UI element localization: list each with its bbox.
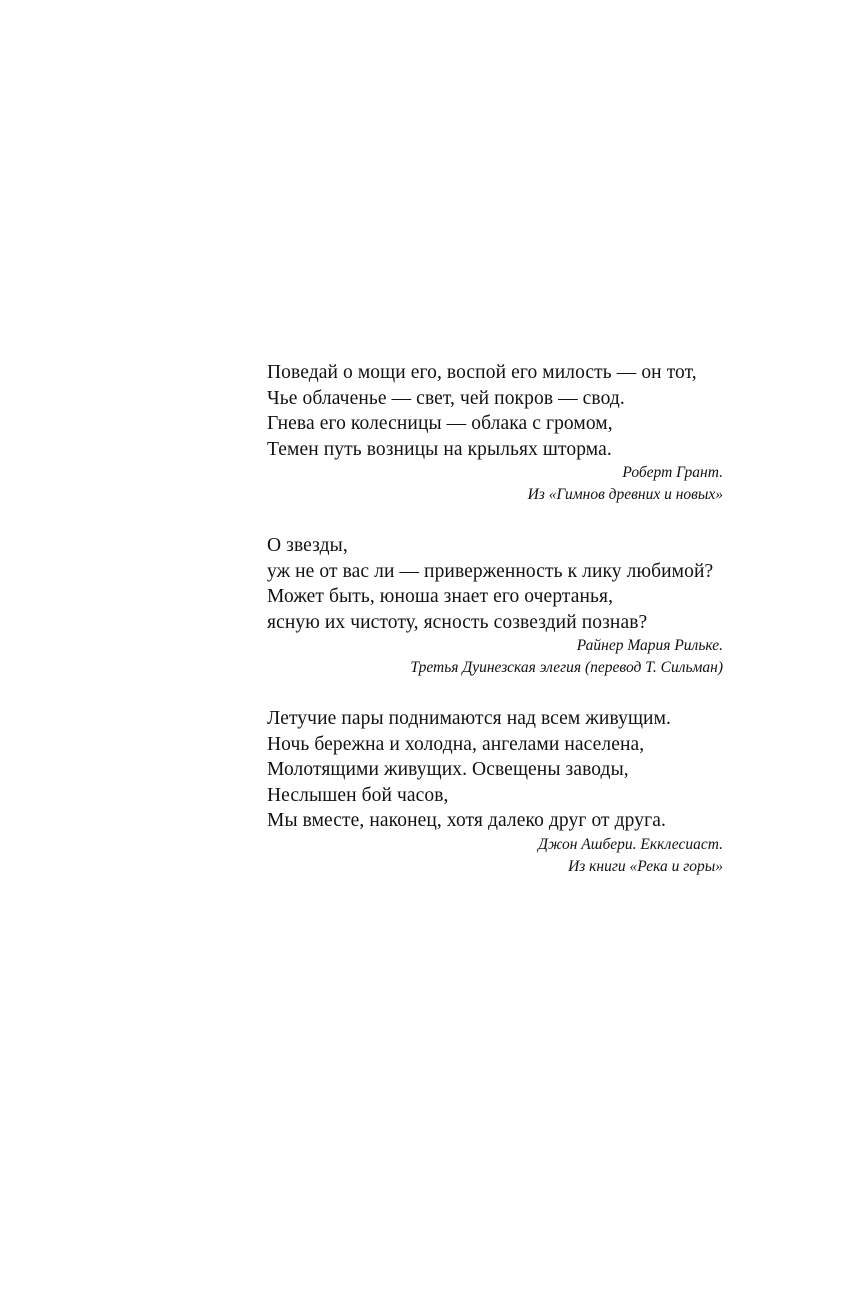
- verse-line: Мы вместе, наконец, хотя далеко друг от друга.: [267, 810, 666, 831]
- epigraph-verse: [267, 360, 723, 462]
- epigraph-attribution: [267, 834, 723, 878]
- verse-line: уж не от вас ли — приверженность к лику любимой?: [267, 560, 714, 582]
- attribution-author: Джон Ашбери. Екклесиаст.: [538, 835, 723, 853]
- verse-line: ясную их чистоту, ясность созвездий познав?: [267, 611, 648, 633]
- epigraph-attribution: [267, 635, 723, 679]
- epigraph-attribution: [267, 462, 723, 506]
- attribution-source: Из «Гимнов древних и новых»: [527, 486, 723, 503]
- epigraph-ashbery: [267, 706, 723, 878]
- epigraph-verse: [267, 533, 723, 635]
- verse-line: О звезды,: [267, 535, 348, 556]
- attribution-source: Третья Дуинезская элегия (перевод Т. Сильман): [410, 659, 723, 676]
- attribution-author: Роберт Грант.: [622, 464, 723, 481]
- verse-line: Молотящими живущих. Освещены заводы,: [267, 759, 629, 780]
- verse-line: Поведай о мощи его, воспой его милость — он тот,: [267, 362, 697, 383]
- verse-line: Гнева его колесницы — облака с громом,: [267, 413, 613, 434]
- attribution-source: Из книги «Река и горы»: [568, 857, 723, 875]
- epigraph-verse: [267, 706, 723, 834]
- verse-line: Неслышен бой часов,: [267, 784, 449, 806]
- verse-line: Темен путь возницы на крыльях шторма.: [267, 438, 612, 460]
- verse-line: Летучие пары поднимаются над всем живущим.: [267, 708, 672, 729]
- epigraph-robert-grant: [267, 360, 723, 506]
- epigraph-rilke: [267, 533, 723, 679]
- attribution-author: Райнер Мария Рильке.: [576, 637, 723, 654]
- verse-line: Чье облаченье — свет, чей покров — свод.: [267, 387, 625, 409]
- verse-line: Может быть, юноша знает его очертанья,: [267, 586, 614, 607]
- verse-line: Ночь бережна и холодна, ангелами населена,: [267, 733, 645, 755]
